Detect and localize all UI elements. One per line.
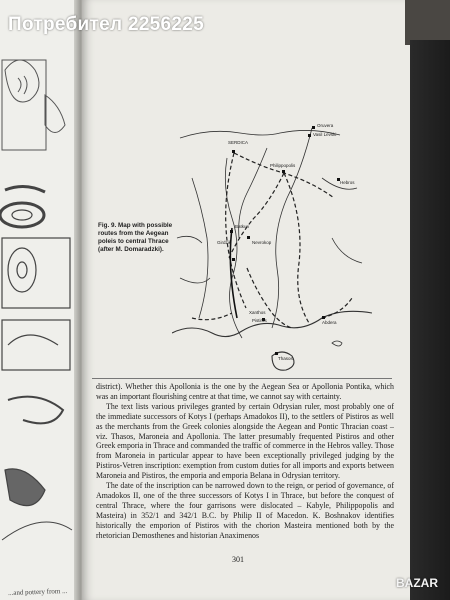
paragraph-2: The text lists various privileges granted by certain Odrysian ruler, most probably one of the immediate successors of Kotys I (perhaps Amadokos II), to the settlers of Pistiros as well as the merchants from the Greek colonies alongside the Aegean and Pontic Thracian coast – viz. Thasos, Maroneia and Apollonia. The latter presumably frequented Pistiros and other Greek emporia in Thrace and commanded the traffic of commerce in the Hebros valley. Those from Maroneia in particular appear to have been exceptionally privileged judging by the Pistiros-Vetren inscription: exemption from custom duties for all imports and exports between Maroneia and Pistiros, the emporia and emporia Belana in Odrysian territory. — [96, 401, 394, 481]
book-cover-edge — [410, 40, 450, 600]
map-label-serdica: SERDICA — [228, 140, 249, 145]
left-page-caption: ...and pottery from ... — [7, 586, 68, 598]
paragraph-3: The date of the inscription can be narrowed down to the reign, or period of governance, of Amadokos II, one of the three successors of Kotys I in Thrace, but before the conquest of central Thrace, where the four garrisons were dislocated – Kabyle, Philippopolis and Masteira) in 352/1 and 342/1 B.C. by Philip II of Macedon. K. Boshnakov identifies historically the emporion of Pistiros with the chorion Masteira mentioned both by the rhetorician Demosthenes and historian Anaximenos — [96, 481, 394, 540]
bazar-logo-text: BAZAR — [396, 576, 438, 590]
map-label-oruvera: Oruvera — [317, 123, 334, 128]
figure-divider — [92, 378, 392, 379]
body-text — [96, 382, 394, 541]
left-page — [0, 0, 78, 600]
bazar-logo — [396, 576, 448, 596]
page-number: 301 — [232, 555, 244, 564]
map-label-abdera: Abdera — [322, 320, 337, 325]
background-top-right — [405, 0, 450, 45]
map-label-nevrokop: Nevrokop — [252, 240, 272, 245]
watermark-text: Потребител 2256225 — [8, 14, 205, 35]
map-label-philippopolis: Philippopolis — [270, 163, 296, 168]
map-drawing — [172, 118, 372, 378]
map-label-hebros: Hebros — [340, 180, 355, 185]
map-label-girdzik: Girdzik — [217, 240, 232, 245]
paragraph-1: district). Whether this Apollonia is the one by the Aegean Sea or Apollonia Pontika, which was an important flourishing centre at that time, we cannot say with certainty. — [96, 382, 394, 401]
left-page-illustrations — [0, 0, 78, 600]
map-label-pistiros: Pistiros — [252, 318, 267, 323]
route-map — [172, 118, 372, 378]
map-label-thasos: Thasos — [278, 356, 293, 361]
map-label-vasil-levski: Vasil Levski — [313, 132, 337, 137]
map-label-xanthos: Xanthos — [249, 310, 266, 315]
figure-caption: Fig. 9. Map with possible routes from the Aegean poleis to central Thrace (after M. Domaradzki). — [98, 222, 173, 253]
map-label-batkun: Batkun — [235, 224, 250, 229]
